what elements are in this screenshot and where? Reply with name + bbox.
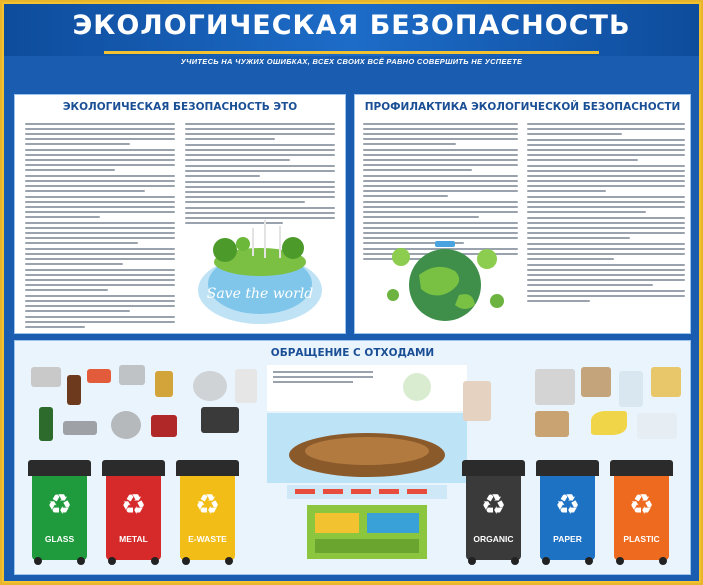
bin-lid — [102, 460, 165, 476]
cardboard-icon — [581, 367, 611, 397]
panel-eco-safety — [14, 94, 346, 334]
bin-lid — [610, 460, 673, 476]
green-bottle-icon — [39, 407, 53, 441]
bottle-icon — [67, 375, 81, 405]
wheel-icon — [34, 557, 42, 565]
earth-illustration — [185, 210, 335, 328]
wheel-icon — [225, 557, 233, 565]
bin-lid — [536, 460, 599, 476]
monitor-icon — [201, 407, 239, 433]
text-column-1 — [25, 123, 175, 331]
panel-waste-handling-title: ОБРАЩЕНИЕ С ОТХОДАМИ — [270, 347, 435, 359]
banana-peel-icon — [591, 411, 627, 435]
newspaper-icon — [535, 369, 575, 405]
wheel-icon — [511, 557, 519, 565]
plastic-bottle-icon — [619, 371, 643, 407]
bin-plastic-label: PLASTIC — [623, 534, 660, 544]
recycle-icon: ♻ — [628, 488, 655, 521]
green-planet-illustration — [375, 235, 515, 330]
recycle-icon: ♻ — [194, 488, 221, 521]
text-column-4 — [527, 123, 685, 305]
bin-e-waste — [176, 460, 239, 565]
bin-organic — [462, 460, 525, 565]
save-the-world-text: Save the world — [206, 286, 314, 302]
poster — [2, 2, 701, 583]
wheel-icon — [468, 557, 476, 565]
recycle-icon: ♻ — [480, 488, 507, 521]
bin-paper-label: PAPER — [553, 534, 582, 544]
bin-metal — [102, 460, 165, 565]
recycle-icon: ♻ — [554, 488, 581, 521]
wheel-icon — [108, 557, 116, 565]
paper-bag-icon — [463, 381, 491, 421]
landfill-infographic — [267, 365, 467, 565]
page-title: ЭКОЛОГИЧЕСКАЯ БЕЗОПАСНОСТЬ — [72, 10, 631, 41]
can-icon-2 — [87, 369, 111, 383]
bin-organic-label: ORGANIC — [473, 534, 514, 544]
box-icon — [535, 411, 569, 437]
wheel-icon — [616, 557, 624, 565]
bin-lid — [28, 460, 91, 476]
title-underline — [104, 51, 599, 54]
header — [4, 4, 699, 56]
can-icon — [31, 367, 61, 387]
can-icon-3 — [63, 421, 97, 435]
bin-e-waste-label: E-WASTE — [188, 534, 227, 544]
wheel-icon — [542, 557, 550, 565]
can-icon-4 — [151, 415, 177, 437]
panel-eco-prevention-title: ПРОФИЛАКТИКА ЭКОЛОГИЧЕСКОЙ БЕЗОПАСНОСТИ — [364, 101, 681, 113]
plastic-container-icon — [637, 413, 677, 439]
wheel-icon — [151, 557, 159, 565]
panel-eco-safety-title: ЭКОЛОГИЧЕСКАЯ БЕЗОПАСНОСТЬ ЭТО — [62, 101, 298, 113]
recycle-icon: ♻ — [46, 488, 73, 521]
bin-metal-label: METAL — [119, 534, 148, 544]
jar-icon — [155, 371, 173, 397]
appliance-icon — [235, 369, 257, 403]
bin-glass-label: GLASS — [44, 534, 75, 544]
pan-icon — [111, 411, 141, 439]
tin-icon — [119, 365, 145, 385]
wheel-icon — [585, 557, 593, 565]
wheel-icon — [182, 557, 190, 565]
bag-icon — [651, 367, 681, 397]
bin-glass — [28, 460, 91, 565]
bin-paper — [536, 460, 599, 565]
wheel-icon — [77, 557, 85, 565]
bin-lid — [462, 460, 525, 476]
wheel-icon — [659, 557, 667, 565]
bin-plastic — [610, 460, 673, 565]
bin-lid — [176, 460, 239, 476]
page-subtitle: УЧИТЕСЬ НА ЧУЖИХ ОШИБКАХ, ВСЕХ СВОИХ ВСЁ РАВНО СОВЕРШИТЬ НЕ УСПЕЕТЕ — [180, 57, 523, 66]
recycle-icon: ♻ — [120, 488, 147, 521]
panel-eco-prevention — [354, 94, 691, 334]
fan-icon — [193, 371, 227, 401]
